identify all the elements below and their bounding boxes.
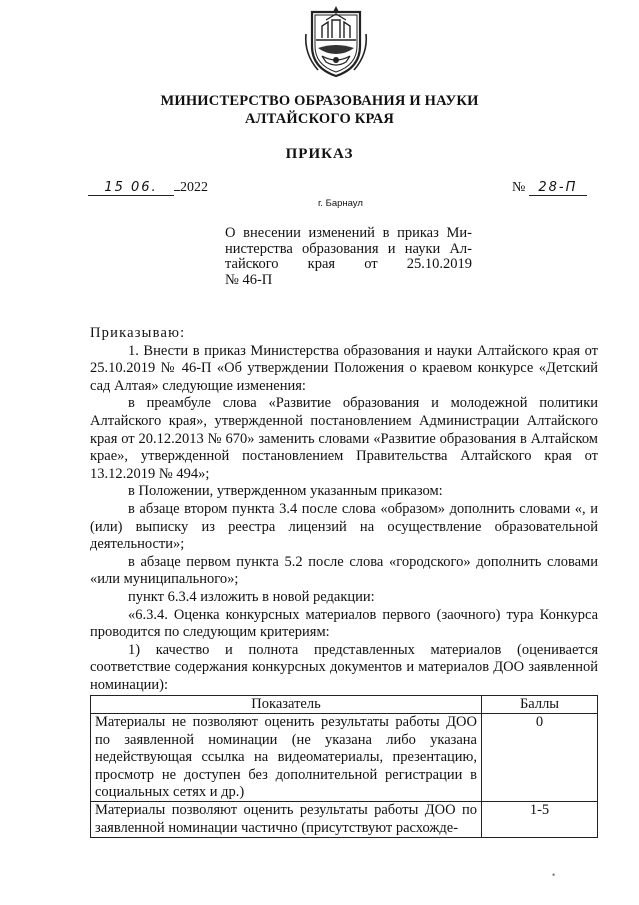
subject-line: О внесении изменений в приказ Ми- [225, 225, 472, 241]
score-cell: 1-5 [482, 802, 598, 838]
subject-line: тайского края от 25.10.2019 [225, 256, 472, 272]
city-label: г. Барнаул [318, 198, 363, 209]
table-row [91, 714, 598, 802]
order-subject [225, 226, 472, 288]
indicator-cell: Материалы позволяют оценить результаты работы ДОО по заявленной номинации частично (присутствуют расхожде- [91, 802, 482, 838]
altai-coat-of-arms-icon [302, 4, 370, 80]
scan-mark: • [552, 870, 556, 880]
paragraph: в абзаце первом пункта 5.2 после слова «городского» дополнить словами «или муниципального»; [90, 553, 598, 588]
number-prefix: № [512, 180, 526, 195]
paragraph: пункт 6.3.4 изложить в новой редакции: [128, 588, 375, 605]
score-cell: 0 [482, 714, 598, 802]
subject-line: нистерства образования и науки Ал- [225, 240, 472, 257]
paragraph: 1. Внести в приказ Министерства образования и науки Алтайского края от 25.10.2019 № 46-П «Об утверждении Положения о краевом конкурсе «Детский сад Алтая» следующие изменения: [90, 342, 598, 394]
subject-line: № 46-П [225, 271, 273, 288]
document-type-title: ПРИКАЗ [285, 146, 354, 162]
ministry-name-line2: АЛТАЙСКОГО КРАЯ [244, 111, 395, 127]
coat-of-arms-emblem [302, 4, 370, 80]
ministry-name-line1: МИНИСТЕРСТВО ОБРАЗОВАНИЯ И НАУКИ [160, 93, 479, 109]
order-body [90, 325, 598, 694]
date-year: 2022 [180, 180, 208, 195]
table-row [91, 802, 598, 838]
date-day-month: 15 06. [88, 180, 174, 196]
paragraph: «6.3.4. Оценка конкурсных материалов первого (заочного) тура Конкурса проводится по следующим критериям: [90, 606, 598, 641]
criteria-table [90, 695, 598, 838]
paragraph: в абзаце втором пункта 3.4 после слова «образом» дополнить словами «, и (или) выписку из реестра лицензий на осуществление образовательной деятельности»; [90, 500, 598, 553]
paragraph: в Положении, утвержденном указанным приказом: [128, 483, 443, 500]
table-header-row [91, 696, 598, 714]
paragraph: в преамбуле слова «Развитие образования и молодежной политики Алтайского края», утвержденной постановлением Администрации Алтайского края от 20.12.2013 № 670» заменить словами «Развитие образования в Алтайском крае», утвержденной постановлением Правительства Алтайского края от 13.12.2019 № 494»; [90, 395, 598, 482]
indicator-cell: Материалы не позволяют оценить результаты работы ДОО по заявленной номинации (не указана либо указана недействующая ссылка на видеоматериалы, презентацию, просмотр не доступен без дополнительной регистрации в социальных сетях и др.) [91, 714, 482, 802]
order-word: Приказываю: [90, 325, 186, 341]
paragraph: 1) качество и полнота представленных материалов (оценивается соответствие содержания конкурсных документов и материалов ДОО заявленной номинации): [90, 641, 598, 693]
column-header-score: Баллы [482, 696, 598, 714]
order-number [512, 180, 587, 196]
number-value: 28-П [529, 180, 587, 196]
column-header-indicator: Показатель [91, 696, 482, 714]
order-date [88, 180, 208, 196]
